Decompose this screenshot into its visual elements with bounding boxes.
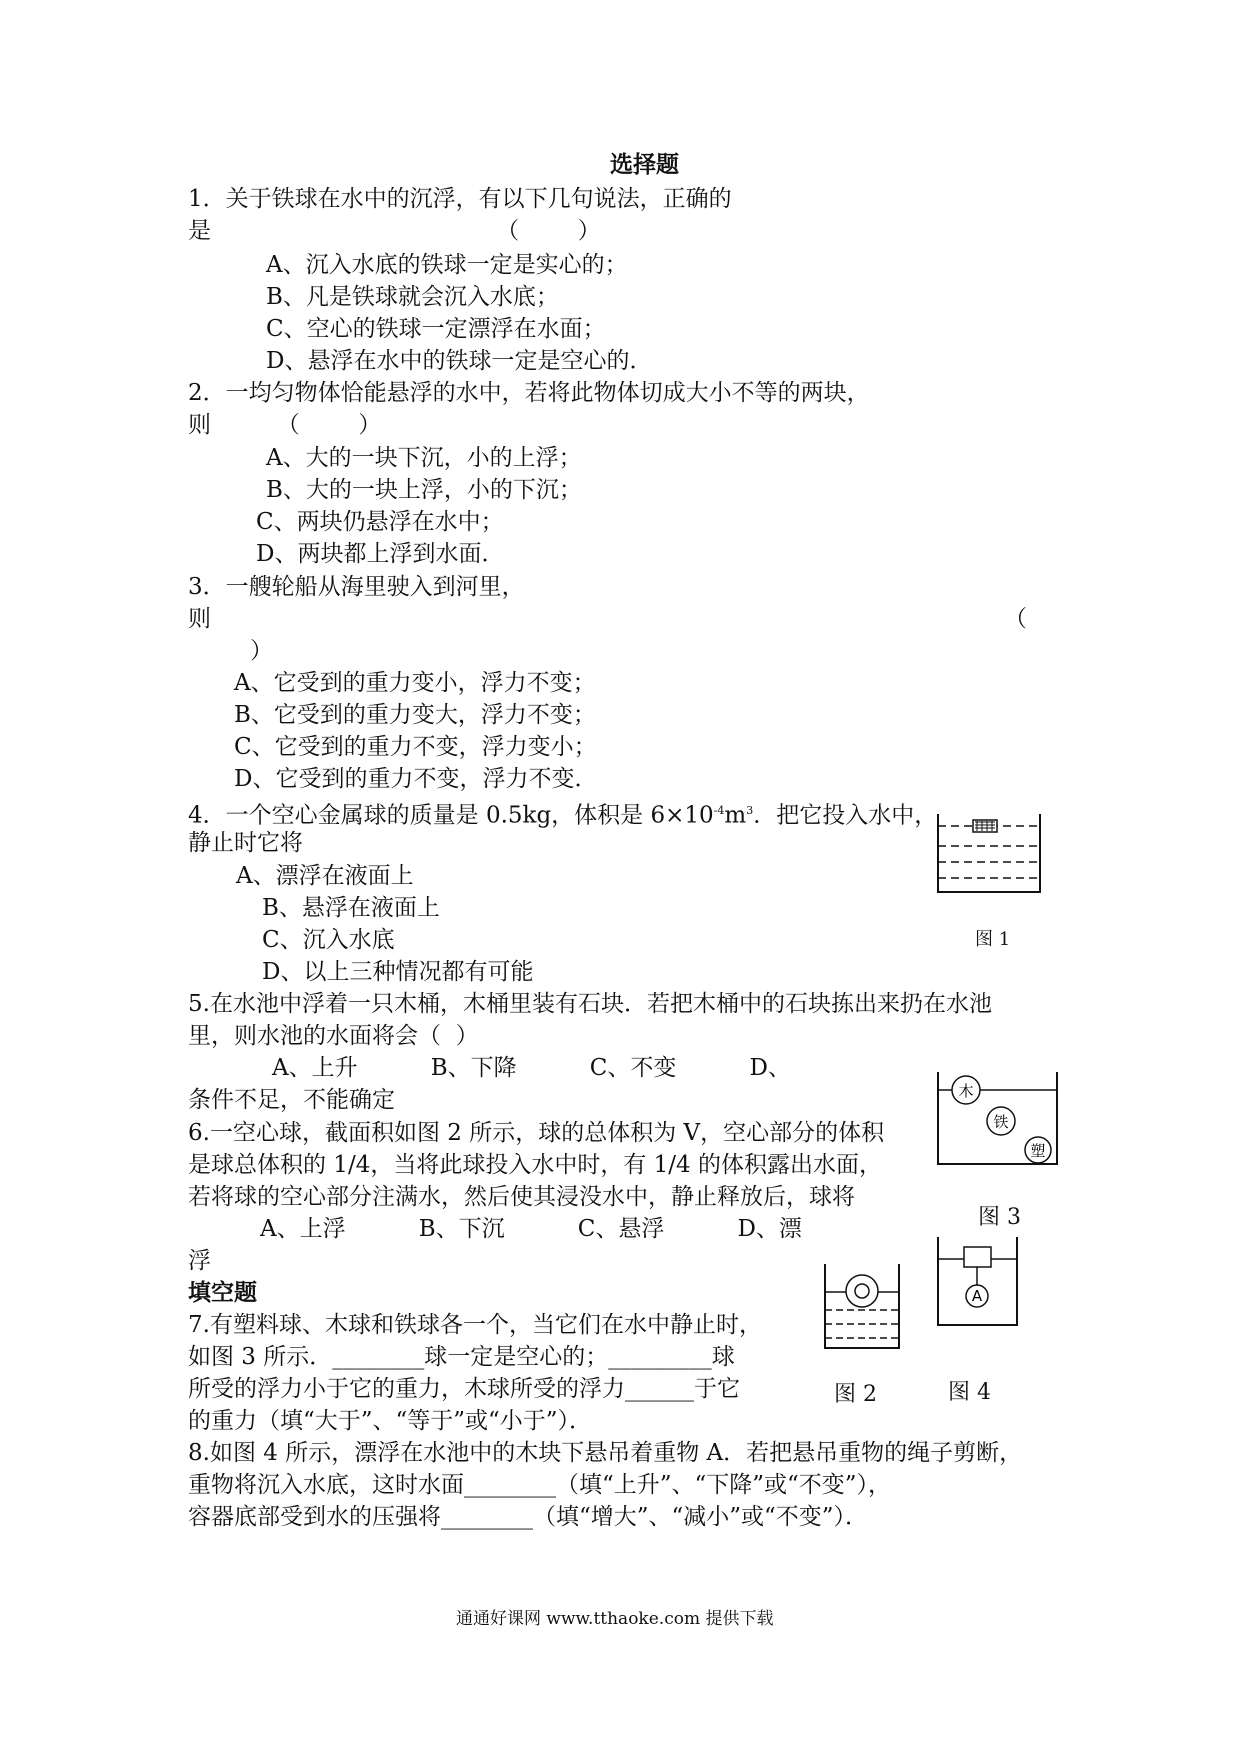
q2-option-b: B、大的一块上浮，小的下沉；: [266, 477, 582, 503]
figure-1: [935, 812, 1045, 922]
fig3-ball-plastic: 塑: [1030, 1142, 1046, 1160]
footer: 通通好课网 www.tthaoke.com 提供下载: [456, 1609, 774, 1629]
q6-line2: 是球总体积的 1/4，当将此球投入水中时，有 1/4 的体积露出水面，: [188, 1152, 882, 1178]
q6-line5: 浮: [188, 1248, 211, 1274]
q5-options: A、上升 B、下降 C、不变 D、: [272, 1055, 791, 1081]
q6-line1: 6.一空心球，截面积如图 2 所示，球的总体积为 V，空心部分的体积: [188, 1120, 885, 1146]
q2-option-a: A、大的一块下沉，小的上浮；: [266, 445, 582, 471]
figure-4: [935, 1235, 1020, 1330]
figure-3-caption: 图 3: [978, 1205, 1021, 1230]
figure-4-caption: 图 4: [948, 1380, 991, 1405]
figure-2-caption: 图 2: [834, 1382, 877, 1407]
q2-option-d: D、两块都上浮到水面．: [256, 541, 505, 567]
page-title: 选择题: [610, 151, 679, 178]
section-fill-title: 填空题: [188, 1279, 257, 1306]
q5-line2: 里，则水池的水面将会（ ）: [188, 1023, 479, 1049]
q3-close-paren: ）: [250, 638, 273, 664]
q4-option-d: D、以上三种情况都有可能: [262, 959, 534, 985]
q6-line3: 若将球的空心部分注满水，然后使其浸没水中，静止释放后，球将: [188, 1184, 855, 1210]
q1-option-a: A、沉入水底的铁球一定是实心的；: [266, 252, 628, 278]
q4-option-a: A、漂浮在液面上: [236, 863, 414, 889]
q3-option-b: B、它受到的重力变大，浮力不变；: [234, 702, 596, 728]
q4-option-b: B、悬浮在液面上: [262, 895, 440, 921]
q7-line4: 的重力（填“大于”、“等于”或“小于”）．: [188, 1408, 593, 1434]
q1-option-d: D、悬浮在水中的铁球一定是空心的．: [266, 348, 653, 374]
q1-option-b: B、凡是铁球就会沉入水底；: [266, 284, 559, 310]
q5-line4: 条件不足，不能确定: [188, 1087, 395, 1113]
q7-line2: 如图 3 所示．________球一定是空心的；_________球: [188, 1344, 735, 1370]
q4-line1: 4．一个空心金属球的质量是 0.5kg，体积是 $6\times 10^{-4}m^3$．把它投入水中，: [188, 802, 938, 829]
q3-line2: 则: [188, 606, 211, 632]
q3-option-c: C、它受到的重力不变，浮力变小；: [234, 734, 597, 760]
q8-line3: 容器底部受到水的压强将________（填“增大”、“减小”或“不变”）．: [188, 1504, 869, 1530]
fig3-ball-iron: 铁: [993, 1113, 1009, 1131]
q3-option-d: D、它受到的重力不变，浮力不变．: [234, 766, 598, 792]
q3-line1: 3．一艘轮船从海里驶入到河里，: [188, 574, 525, 600]
q1-line1: 1．关于铁球在水中的沉浮，有以下几句说法，正确的: [188, 186, 732, 212]
q2-option-c: C、两块仍悬浮在水中；: [256, 509, 504, 535]
q5-line1: 5.在水池中浮着一只木桶，木桶里装有石块．若把木桶中的石块拣出来扔在水池: [188, 991, 992, 1017]
q8-line1: 8.如图 4 所示，漂浮在水池中的木块下悬吊着重物 A．若把悬吊重物的绳子剪断，: [188, 1440, 1023, 1466]
figure-2: [822, 1262, 902, 1352]
q4-option-c: C、沉入水底: [262, 927, 395, 953]
q3-option-a: A、它受到的重力变小，浮力不变；: [234, 670, 596, 696]
fig3-ball-wood: 木: [958, 1082, 974, 1100]
q1-line2: 是 （ ）: [188, 218, 601, 244]
figure-3: [935, 1070, 1060, 1170]
fig4-weight-label: A: [971, 1287, 983, 1305]
q6-options: A、上浮 B、下沉 C、悬浮 D、漂: [260, 1216, 802, 1242]
q2-line2: 则 （ ）: [188, 412, 382, 438]
q7-line1: 7.有塑料球、木球和铁球各一个，当它们在水中静止时，: [188, 1312, 762, 1338]
q3-open-paren: （: [1004, 606, 1027, 632]
q4-line2: 静止时它将: [188, 830, 303, 856]
q8-line2: 重物将沉入水底，这时水面________（填“上升”、“下降”或“不变”），: [188, 1472, 892, 1498]
q1-option-c: C、空心的铁球一定漂浮在水面；: [266, 316, 606, 342]
q2-line1: 2．一均匀物体恰能悬浮的水中，若将此物体切成大小不等的两块，: [188, 380, 870, 406]
q7-line3: 所受的浮力小于它的重力，木球所受的浮力______于它: [188, 1376, 740, 1402]
figure-1-caption: 图 1: [975, 929, 1011, 950]
